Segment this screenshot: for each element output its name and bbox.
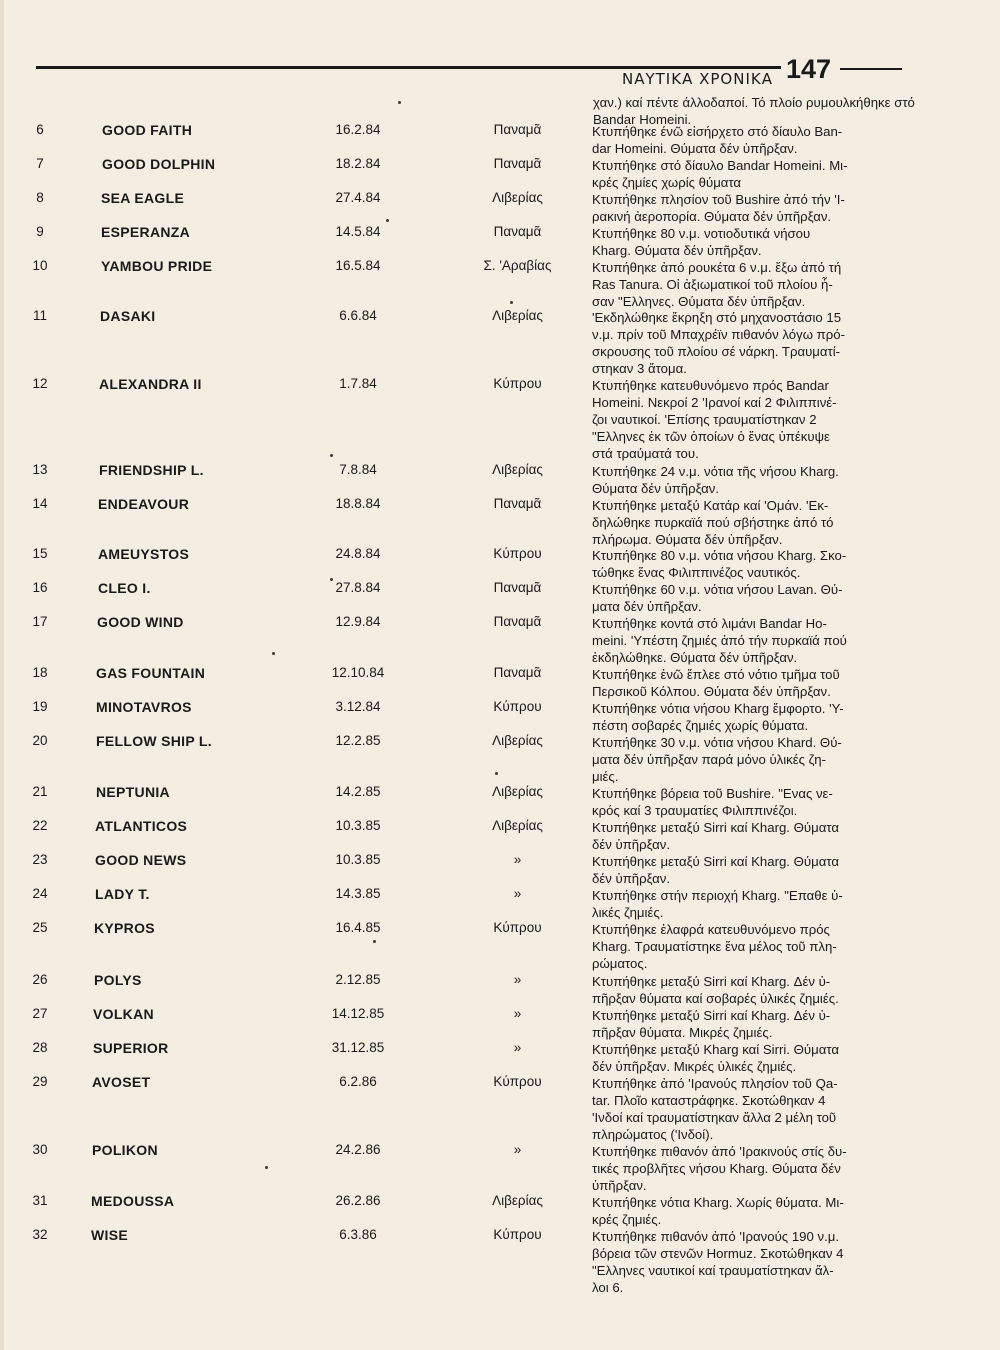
incident-date: 2.12.85 [335, 972, 381, 987]
vessel-name: ATLANTICOS [95, 818, 188, 834]
row-number: 30 [32, 1142, 48, 1157]
print-speck [330, 454, 333, 457]
incident-description: Κτυπήθηκε ένῶ εἰσήρχετο στό δίαυλο Ban- dar Homeini. Θύματα δέν ὑπῆρξαν. [592, 124, 843, 156]
row-number: 24 [32, 886, 48, 901]
vessel-name: MEDOUSSA [91, 1193, 175, 1209]
incident-date: 3.12.84 [335, 699, 381, 714]
row-number: 23 [32, 852, 48, 867]
print-speck [373, 940, 376, 943]
incident-description: Κτυπήθηκε 30 ν.μ. νότια νήσου Khard. Θύ- ματα δέν ὑπῆρξαν παρά μόνο ὑλικές ζη- μιές. [592, 735, 842, 784]
row-number: 25 [32, 920, 48, 935]
incident-description: Κτυπήθηκε κοντά στό λιμάνι Bandar Ho- meini. 'Υπέστη ζημιές ἀπό τήν πυρκαϊά πού ἐκδηλώθηκε. Θύματα δέν ὑπῆρξαν. [592, 616, 847, 665]
vessel-flag: Κύπρου [493, 376, 542, 391]
incident-description: Κτυπήθηκε 80 ν.μ. νοτιοδυτικά νήσου Kharg. Θύματα δέν ὑπῆρξαν. [592, 226, 811, 258]
row-number: 32 [32, 1227, 48, 1242]
incident-description: Κτυπήθηκε πιθανόν ἀπό 'Ιρακινούς στίς δυ- τικές προβλῆτες νήσου Kharg. Θύματα δέν ὑπῆρξαν. [592, 1144, 847, 1193]
vessel-flag: Παναμᾶ [493, 156, 542, 171]
row-number: 6 [36, 122, 44, 137]
incident-date: 18.2.84 [335, 156, 381, 171]
incident-date: 16.4.85 [335, 920, 381, 935]
vessel-name: MINOTAVROS [96, 699, 192, 715]
incident-description: Κτυπήθηκε μεταξύ Κατάρ καί 'Ομάν. 'Εκ- δηλώθηκε πυρκαϊά πού σβήστηκε ἀπό τό πλήρωμα. Θύματα δέν ὑπῆρξαν. [592, 498, 834, 547]
vessel-name: VOLKAN [93, 1006, 154, 1022]
row-number: 7 [36, 156, 44, 171]
incident-description: Κτυπήθηκε κατευθυνόμενο πρός Bandar Homeini. Νεκροί 2 'Ιρανοί καί 2 Φιλιππινέ- ζοι ναυτικοί. 'Επίσης τραυματίστηκαν 2 "Ελληνες ἐκ τῶν ὁποίων ὁ ἕνας ὑπέκυψε στά τραύματά του. [592, 378, 837, 461]
incident-description: Κτυπήθηκε μεταξύ Sirri καί Kharg. Θύματα δέν ὑπῆρξαν. [592, 820, 839, 852]
incident-description: Κτυπήθηκε πιθανόν ἀπό 'Ιρανούς 190 ν.μ. βόρεια τῶν στενῶν Hormuz. Σκοτώθηκαν 4 "Ελληνες ναυτικοί καί τραυματίστηκαν ἄλ- λοι 6. [592, 1229, 844, 1295]
vessel-name: FELLOW SHIP L. [96, 733, 212, 749]
vessel-flag: Λιβερίας [492, 462, 543, 477]
vessel-flag: » [513, 972, 522, 987]
incident-date: 1.7.84 [339, 376, 377, 391]
row-number: 15 [32, 546, 48, 561]
incident-date: 12.10.84 [331, 665, 385, 680]
vessel-name: NEPTUNIA [96, 784, 170, 800]
vessel-name: WISE [91, 1227, 128, 1243]
vessel-flag: Λιβερίας [492, 1193, 543, 1208]
incident-date: 12.2.85 [335, 733, 381, 748]
vessel-name: GOOD WIND [97, 614, 184, 630]
vessel-flag: Λιβερίας [492, 733, 543, 748]
vessel-flag: Σ. 'Αραβίας [483, 258, 552, 273]
vessel-flag: Παναμᾶ [493, 580, 542, 595]
vessel-flag: » [513, 1142, 522, 1157]
row-number: 8 [36, 190, 44, 205]
vessel-name: AMEUYSTOS [98, 546, 190, 562]
incident-date: 12.9.84 [335, 614, 381, 629]
vessel-name: ESPERANZA [101, 224, 191, 240]
incident-description: Κτυπήθηκε βόρεια τοῦ Bushire. "Ενας νε- κρός καί 3 τραυματίες Φιλιππινέζοι. [592, 786, 833, 818]
row-number: 20 [32, 733, 48, 748]
vessel-flag: » [513, 852, 522, 867]
incident-date: 27.4.84 [335, 190, 381, 205]
row-number: 28 [32, 1040, 48, 1055]
header-rule-left [36, 66, 781, 69]
incident-description: Κτυπήθηκε στό δίαυλο Bandar Homeini. Μι- κρές ζημίες χωρίς θύματα [592, 158, 848, 190]
vessel-name: ALEXANDRA II [99, 376, 202, 392]
incident-date: 6.2.86 [339, 1074, 377, 1089]
row-number: 22 [32, 818, 48, 833]
incident-date: 6.6.84 [339, 308, 377, 323]
incident-date: 18.8.84 [335, 496, 381, 511]
page-edge [0, 0, 4, 1350]
incident-date: 6.3.86 [339, 1227, 377, 1242]
vessel-name: LADY T. [95, 886, 150, 902]
incident-date: 14.2.85 [335, 784, 381, 799]
incident-date: 14.5.84 [335, 224, 381, 239]
incident-description: Κτυπήθηκε 80 ν.μ. νότια νήσου Kharg. Σκο- τώθηκε ἕνας Φιλιππινέζος ναυτικός. [592, 548, 847, 580]
incident-date: 14.3.85 [335, 886, 381, 901]
incident-description: Κτυπήθηκε ἐλαφρά κατευθυνόμενο πρός Kharg. Τραυματίστηκε ἕνα μέλος τοῦ πλη- ρώματος. [592, 922, 837, 971]
vessel-flag: Κύπρου [493, 699, 542, 714]
row-number: 26 [32, 972, 48, 987]
incident-date: 26.2.86 [335, 1193, 381, 1208]
row-number: 29 [32, 1074, 48, 1089]
vessel-name: CLEO I. [98, 580, 151, 596]
incident-description: 'Εκδηλώθηκε ἔκρηξη στό μηχανοστάσιο 15 ν.μ. πρίν τοῦ Μπαχρέϊν πιθανόν λόγω πρό- σκρουσης τοῦ πλοίου σέ νάρκη. Τραυματί- στηκαν 3 ἄτομα. [592, 310, 845, 376]
incident-description: Κτυπήθηκε πλησίον τοῦ Bushire ἀπό τήν 'Ι- ρακινή ἀεροπορία. Θύματα δέν ὑπῆρξαν. [592, 192, 845, 224]
vessel-name: GAS FOUNTAIN [96, 665, 206, 681]
page-number: 147 [786, 54, 832, 84]
vessel-flag: Παναμᾶ [493, 496, 542, 511]
vessel-flag: Κύπρου [493, 546, 542, 561]
row-number: 10 [32, 258, 48, 273]
vessel-name: YAMBOU PRIDE [101, 258, 213, 274]
vessel-name: SEA EAGLE [101, 190, 185, 206]
vessel-name: GOOD FAITH [102, 122, 193, 138]
incident-description: Κτυπήθηκε 60 ν.μ. νότια νήσου Lavan. Θύ- ματα δέν ὑπῆρξαν. [592, 582, 843, 614]
incident-description: Κτυπήθηκε ἀπό 'Ιρανούς πλησίον τοῦ Qa- tar. Πλοῖο καταστράφηκε. Σκοτώθηκαν 4 'Ινδοί καί τραυματίστηκαν ἄλλα 2 μέλη τοῦ πληρώματος ('Ινδοί). [592, 1076, 838, 1142]
vessel-name: FRIENDSHIP L. [99, 462, 204, 478]
print-speck [386, 219, 389, 222]
vessel-flag: Λιβερίας [492, 190, 543, 205]
vessel-flag: Κύπρου [493, 920, 542, 935]
print-speck [510, 301, 513, 304]
vessel-flag: Παναμᾶ [493, 122, 542, 137]
incident-description: Κτυπήθηκε νότια Kharg. Χωρίς θύματα. Μι- κρές ζημιές. [592, 1195, 844, 1227]
incident-description: Κτυπήθηκε μεταξύ Sirri καί Kharg. Θύματα δέν ὑπῆρξαν. [592, 854, 839, 886]
vessel-name: GOOD DOLPHIN [102, 156, 216, 172]
row-number: 9 [36, 224, 44, 239]
vessel-flag: Παναμᾶ [493, 614, 542, 629]
incident-date: 10.3.85 [335, 818, 381, 833]
incident-date: 31.12.85 [331, 1040, 385, 1055]
row-number: 27 [32, 1006, 48, 1021]
print-speck [330, 578, 333, 581]
incident-description: Κτυπήθηκε μεταξύ Sirri καί Kharg. Δέν ὑ- πῆρξαν θύματα. Μικρές ζημιές. [592, 1008, 831, 1040]
row-number: 17 [32, 614, 48, 629]
vessel-name: POLYS [94, 972, 142, 988]
vessel-flag: Λιβερίας [492, 818, 543, 833]
row-number: 31 [32, 1193, 48, 1208]
incident-date: 16.2.84 [335, 122, 381, 137]
incident-date: 10.3.85 [335, 852, 381, 867]
print-speck [495, 772, 498, 775]
vessel-name: SUPERIOR [93, 1040, 169, 1056]
row-number: 16 [32, 580, 48, 595]
row-number: 14 [32, 496, 48, 511]
incident-date: 14.12.85 [331, 1006, 385, 1021]
incident-date: 7.8.84 [339, 462, 377, 477]
incident-description: Κτυπήθηκε ἐνῶ ἔπλεε στό νότιο τμῆμα τοῦ Περσικοῦ Κόλπου. Θύματα δέν ὑπῆρξαν. [592, 667, 840, 699]
vessel-flag: » [513, 1040, 522, 1055]
vessel-flag: » [513, 886, 522, 901]
vessel-name: GOOD NEWS [95, 852, 187, 868]
vessel-flag: Λιβερίας [492, 308, 543, 323]
incident-description: Κτυπήθηκε ἀπό ρουκέτα 6 ν.μ. ἔξω ἀπό τή Ras Tanura. Οἱ ἀξιωματικοί τοῦ πλοίου ἦ- σαν "Ελληνες. Θύματα δέν ὑπῆρξαν. [592, 260, 842, 309]
row-number: 11 [32, 308, 47, 323]
vessel-name: AVOSET [92, 1074, 151, 1090]
print-speck [272, 652, 275, 655]
incident-description: Κτυπήθηκε μεταξύ Kharg καί Sirri. Θύματα δέν ὑπῆρξαν. Μικρές ὑλικές ζημιές. [592, 1042, 839, 1074]
incident-description: Κτυπήθηκε νότια νήσου Kharg ἔμφορτο. 'Υ- πέστη σοβαρές ζημιές χωρίς θύματα. [592, 701, 844, 733]
vessel-name: POLIKON [92, 1142, 158, 1158]
vessel-name: ENDEAVOUR [98, 496, 190, 512]
vessel-flag: Λιβερίας [492, 784, 543, 799]
continued-text: χαν.) καί πέντε άλλοδαποί. Τό πλοίο ρυμουλκήθηκε στό Bandar Homeini. [593, 95, 915, 127]
vessel-name: DASAKI [100, 308, 156, 324]
publication-title: ΝΑΥΤΙΚΑ ΧΡΟΝΙΚΑ [622, 70, 773, 88]
row-number: 18 [32, 665, 48, 680]
row-number: 19 [32, 699, 48, 714]
incident-date: 27.8.84 [335, 580, 381, 595]
vessel-flag: Παναμᾶ [493, 224, 542, 239]
incident-date: 16.5.84 [335, 258, 381, 273]
vessel-flag: » [513, 1006, 522, 1021]
incident-date: 24.8.84 [335, 546, 381, 561]
row-number: 13 [32, 462, 48, 477]
incident-description: Κτυπήθηκε στήν περιοχή Kharg. "Επαθε ὑ- λικές ζημιές. [592, 888, 843, 920]
incident-description: Κτυπήθηκε 24 ν.μ. νότια τῆς νήσου Kharg. Θύματα δέν ὑπῆρξαν. [592, 464, 839, 496]
vessel-flag: Κύπρου [493, 1227, 542, 1242]
row-number: 12 [32, 376, 48, 391]
print-speck [398, 101, 401, 104]
header-rule-right [840, 68, 902, 70]
row-number: 21 [32, 784, 48, 799]
vessel-name: KYPROS [94, 920, 155, 936]
vessel-flag: Παναμᾶ [493, 665, 542, 680]
incident-description: Κτυπήθηκε μεταξύ Sirri καί Kharg. Δέν ὑ- πῆρξαν θύματα καί σοβαρές ὑλικές ζημιές. [592, 974, 839, 1006]
incident-date: 24.2.86 [335, 1142, 381, 1157]
vessel-flag: Κύπρου [493, 1074, 542, 1089]
print-speck [265, 1166, 268, 1169]
